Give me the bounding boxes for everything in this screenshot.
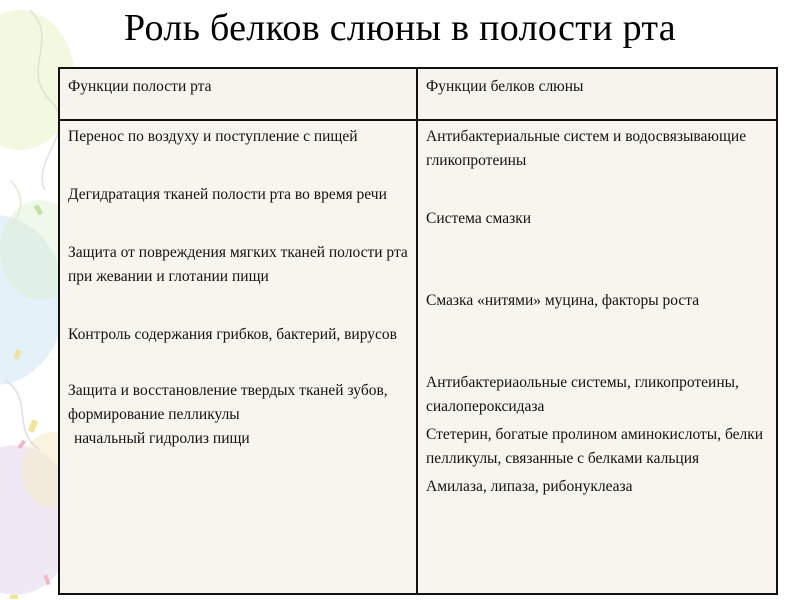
oral-function-item: Перенос по воздуху и поступление с пищей bbox=[68, 128, 358, 145]
oral-functions-cell bbox=[59, 120, 417, 594]
oral-function-item: Защита от повреждения мягких тканей полости рта при жевании и глотании пищи bbox=[68, 244, 408, 285]
table-header-row bbox=[59, 68, 777, 120]
oral-function-item: начальный гидролиз пищи bbox=[74, 430, 250, 447]
functions-table bbox=[58, 67, 778, 595]
page-title: Роль белков слюны в полости рта bbox=[124, 7, 676, 49]
oral-function-item: Защита и восстановление твердых тканей зубов, формирование пелликулы bbox=[68, 382, 388, 423]
protein-function-item: Амилаза, липаза, рибонуклеаза bbox=[426, 478, 633, 495]
header-oral-functions: Функции полости рта bbox=[59, 68, 417, 120]
protein-function-item: Стетерин, богатые пролином аминокислоты, белки пелликулы, связанные с белками кальция bbox=[426, 426, 764, 467]
protein-functions-cell bbox=[417, 120, 777, 594]
protein-function-item: Антибактериальные систем и водосвязывающие гликопротеины bbox=[426, 128, 747, 169]
protein-function-item: Антибактериаольные системы, гликопротеины, сиалопероксидаза bbox=[426, 374, 739, 415]
protein-function-item: Смазка «нитями» муцина, факторы роста bbox=[426, 292, 700, 309]
header-protein-functions: Функции белков слюны bbox=[417, 68, 777, 120]
protein-function-item: Система смазки bbox=[426, 210, 532, 227]
table-row bbox=[59, 120, 777, 594]
oral-function-item: Контроль содержания грибков, бактерий, вирусов bbox=[68, 326, 397, 343]
oral-function-item: Дегидратация тканей полости рта во время речи bbox=[68, 186, 387, 203]
